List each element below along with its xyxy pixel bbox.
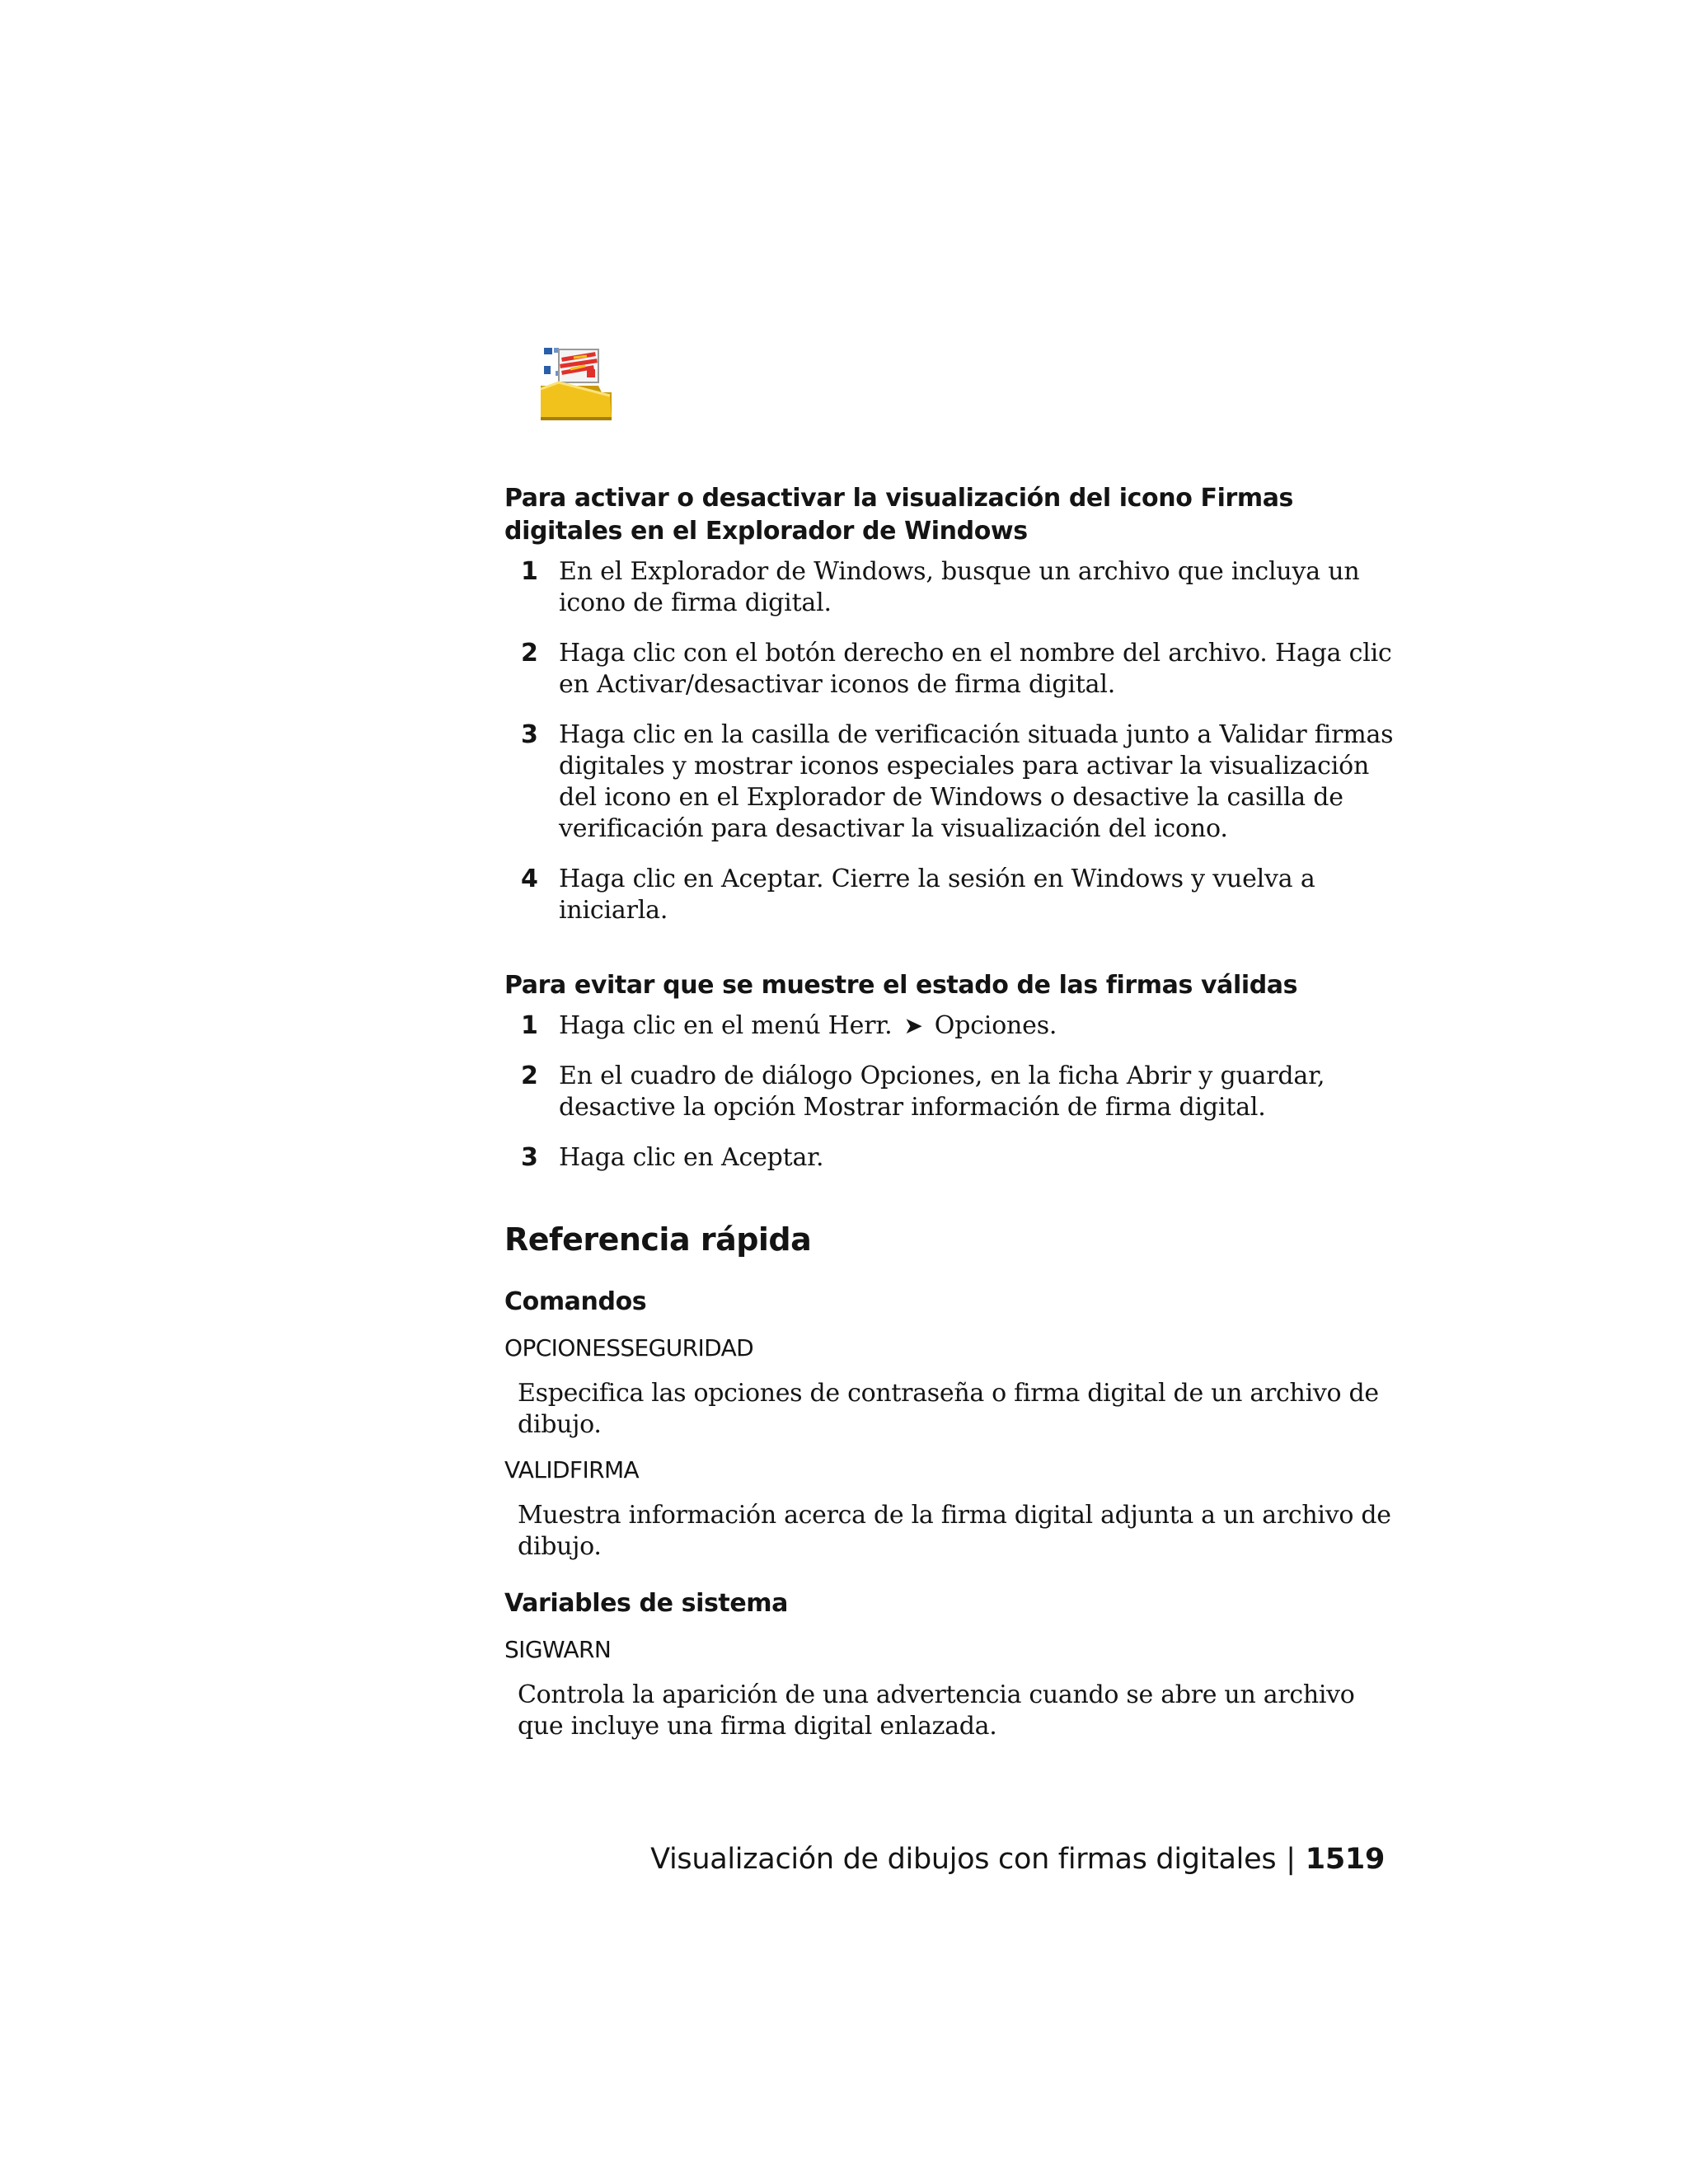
step-text: Haga clic en el menú Herr. (559, 1011, 893, 1040)
main-content (504, 482, 1395, 1767)
list-item (504, 719, 1395, 845)
commands-group (504, 1286, 1395, 1563)
command-name: VALIDFIRMA (504, 1456, 640, 1483)
step-number: 4 (521, 865, 538, 893)
step-number: 1 (521, 1011, 538, 1040)
command-name: OPCIONESSEGURIDAD (504, 1334, 754, 1361)
list-item (504, 1010, 1395, 1042)
list-item (504, 638, 1395, 701)
procedure-steps (504, 556, 1395, 926)
step-number: 3 (521, 720, 538, 749)
system-variables-group (504, 1587, 1395, 1742)
step-number: 1 (521, 557, 538, 586)
page-footer (650, 1841, 1385, 1877)
list-item (504, 1061, 1395, 1123)
page-number: 1519 (1305, 1843, 1385, 1876)
list-item (504, 556, 1395, 619)
commands-title: Comandos (504, 1287, 647, 1316)
step-number: 3 (521, 1143, 538, 1172)
digital-signature-folder-icon (537, 346, 615, 424)
procedure-heading: Para activar o desactivar la visualización del icono Firmas digitales en el Explorador de Windows (504, 484, 1294, 546)
procedure-toggle-icon (504, 482, 1395, 926)
step-text: Opciones. (934, 1011, 1057, 1040)
footer-separator: | (1286, 1843, 1296, 1876)
system-variables-title: Variables de sistema (504, 1589, 789, 1618)
command-description: Especifica las opciones de contraseña o firma digital de un archivo de dibujo. (518, 1379, 1379, 1439)
step-text: Haga clic en Aceptar. (559, 1143, 824, 1172)
command-description: Muestra información acerca de la firma digital adjunta a un archivo de dibujo. (518, 1501, 1391, 1561)
step-text: Haga clic en Aceptar. Cierre la sesión en Windows y vuelva a iniciarla. (559, 865, 1315, 925)
variable-name: SIGWARN (504, 1636, 612, 1663)
step-number: 2 (521, 1062, 538, 1090)
list-item (504, 864, 1395, 926)
step-number: 2 (521, 639, 538, 668)
procedure-hide-valid-status (504, 969, 1395, 1174)
procedure-steps (504, 1010, 1395, 1174)
step-text: En el Explorador de Windows, busque un archivo que incluya un icono de firma digital. (559, 557, 1360, 617)
footer-title: Visualización de dibujos con firmas digitales (650, 1843, 1277, 1876)
procedure-heading: Para evitar que se muestre el estado de las firmas válidas (504, 971, 1298, 1000)
step-text: En el cuadro de diálogo Opciones, en la ficha Abrir y guardar, desactive la opción Mostrar información de firma digital. (559, 1062, 1325, 1122)
section-title: Referencia rápida (504, 1221, 812, 1258)
quick-reference (504, 1220, 1395, 1742)
list-item (504, 1142, 1395, 1174)
variable-description: Controla la aparición de una advertencia cuando se abre un archivo que incluye una firma digital enlazada. (518, 1680, 1355, 1741)
menu-arrow-icon: ➤ (903, 1012, 923, 1039)
step-text: Haga clic en la casilla de verificación situada junto a Validar firmas digitales y mostrar iconos especiales para activar la visualización del icono en el Explorador de Windows o desactive la casilla de verificación para desactivar la visualización del icono. (559, 720, 1394, 843)
step-text: Haga clic con el botón derecho en el nombre del archivo. Haga clic en Activar/desactivar iconos de firma digital. (559, 639, 1392, 699)
